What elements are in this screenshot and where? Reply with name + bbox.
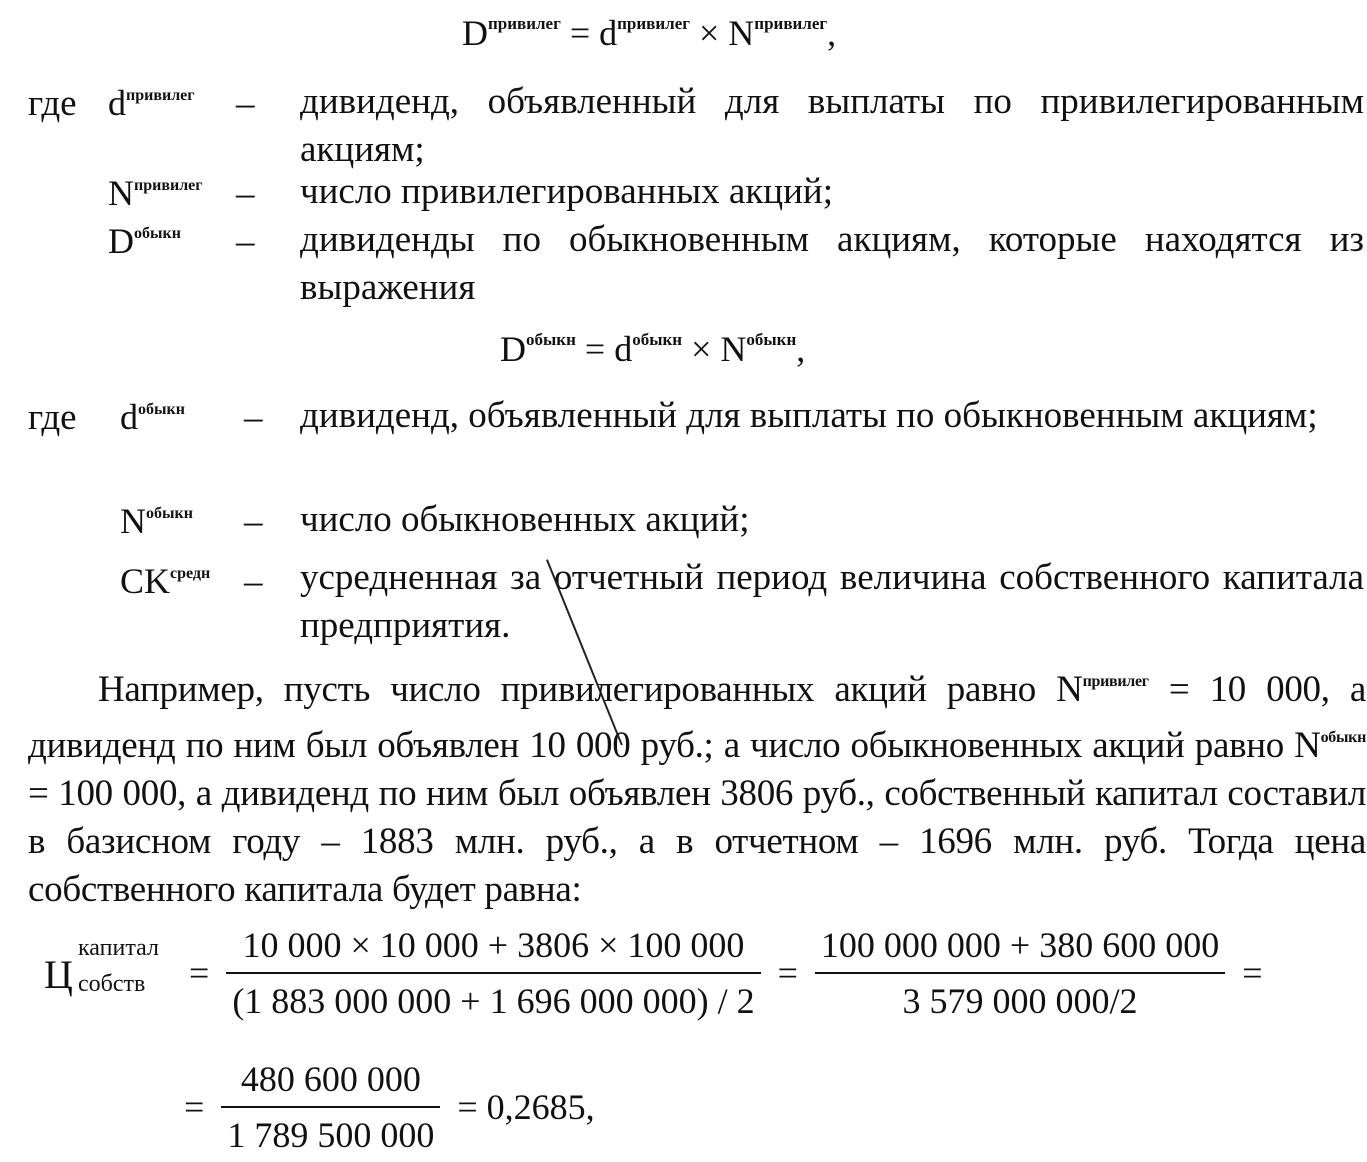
definition-symbol: $d^{обыкн}$: [120, 397, 185, 437]
fraction-1: [226, 924, 760, 1022]
formula-n: N: [728, 13, 755, 53]
definition-symbol: $d^{привилег}$: [108, 83, 195, 123]
definition-symbol: $D^{обыкн}$: [108, 221, 181, 261]
equals-sign: =: [184, 1087, 205, 1127]
fraction-1-numerator: 10 000 × 10 000 + 3806 × 100 000: [242, 925, 745, 965]
formula-equals: =: [584, 329, 606, 369]
formula-lhs-superscript: привилег: [488, 14, 561, 33]
fraction-2-numerator: 100 000 000 + 380 600 000: [820, 925, 1220, 965]
result-value: = 0,2685,: [457, 1087, 595, 1127]
formula-n-superscript: обыкн: [746, 330, 797, 349]
definition-text: усредненная за отчетный период величина собственного капитала предприятия.: [300, 557, 1364, 646]
definition-dash: –: [236, 173, 255, 214]
formula-d-superscript: обыкн: [632, 330, 683, 349]
equals-sign: =: [777, 953, 798, 993]
definition-text: число обыкновенных акций;: [300, 499, 750, 540]
paragraph-text-1: Например, пусть число привилегированных акций равно N: [98, 669, 1083, 710]
fraction-2: [815, 924, 1225, 1022]
equity-cost-symbol: Ц капитал собств: [44, 935, 159, 997]
definition-symbol: $N^{обыкн}$: [120, 501, 193, 541]
equals-sign: =: [1242, 953, 1263, 993]
formula-lhs-superscript: обыкн: [526, 330, 576, 349]
equals-sign: =: [189, 953, 210, 993]
definition-text: число привилегированных акций;: [300, 171, 833, 212]
paragraph-superscript-1: привилег: [1082, 673, 1149, 690]
paragraph-superscript-2: обыкн: [1320, 729, 1366, 746]
definition-symbol: $CK^{средн}$: [120, 561, 211, 601]
formula-lhs: D: [462, 13, 488, 53]
formula-preferred-dividends: [462, 12, 836, 54]
definition-text: дивиденды по обыкновенным акциям, которые находятся из выражения: [300, 219, 1364, 308]
paragraph-text-2: = 10 000, а дивиденд по ним был объявлен 10 000 руб.; а число обыкновенных акций равно N: [28, 669, 1366, 766]
fraction-3-denominator: 1 789 500 000: [227, 1115, 435, 1155]
fraction-3-numerator: 480 600 000: [240, 1059, 421, 1099]
fraction-2-denominator: 3 579 000 000/2: [902, 981, 1138, 1021]
paragraph-text-3: = 100 000, а дивиденд по ним был объявлен 3806 руб., собственный капитал составил в базисном году – 1883 млн. руб., а в отчетном – 1696 млн. руб. Тогда цена собственного капитала будет равна:: [28, 773, 1366, 910]
formula-equals: =: [569, 13, 591, 53]
definition-dash: –: [236, 83, 255, 124]
definition-prefix: где: [28, 83, 77, 124]
definition-text: дивиденд, объявленный для выплаты по привилегированным акциям;: [300, 81, 1364, 170]
formula-lhs: D: [500, 329, 526, 369]
equity-cost-result: [176, 1058, 603, 1156]
example-paragraph: [28, 658, 1366, 914]
formula-n-superscript: привилег: [754, 14, 828, 33]
definition-symbol: $N^{привилег}$: [108, 173, 203, 213]
formula-n: N: [720, 329, 747, 369]
formula-comma: ,: [827, 13, 837, 53]
definition-dash: –: [244, 397, 263, 438]
definition-dash: –: [244, 561, 263, 602]
definition-prefix: где: [28, 397, 77, 438]
formula-times: ×: [691, 329, 712, 369]
formula-d: d: [599, 13, 618, 53]
formula-ordinary-dividends: [500, 328, 805, 370]
formula-d-superscript: привилег: [617, 14, 690, 33]
fraction-1-denominator: (1 883 000 000 + 1 696 000 000) / 2: [232, 981, 755, 1021]
formula-d: d: [614, 329, 633, 369]
definition-dash: –: [236, 221, 255, 262]
formula-times: ×: [698, 13, 720, 53]
definition-text: дивиденд, объявленный для выплаты по обыкновенным акциям;: [300, 395, 1318, 436]
fraction-3: [221, 1058, 440, 1156]
definition-dash: –: [244, 501, 263, 542]
equity-cost-calculation: [44, 924, 1271, 1022]
formula-comma: ,: [796, 329, 806, 369]
